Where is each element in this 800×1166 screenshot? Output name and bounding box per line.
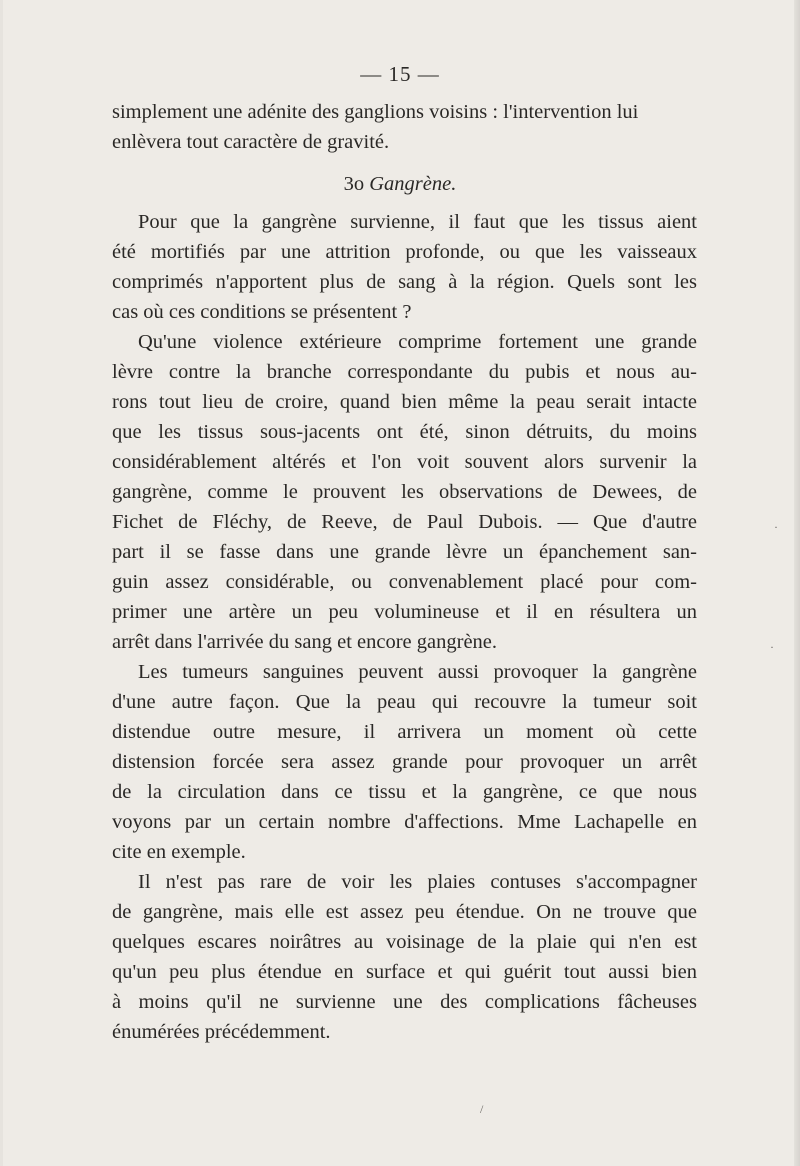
- text-line: part il se fasse dans une grande lèvre un épanchement san-: [112, 541, 697, 563]
- text-line: considérablement altérés et l'on voit souvent alors survenir la: [112, 451, 697, 473]
- text-line: de gangrène, mais elle est assez peu étendue. On ne trouve que: [112, 901, 697, 923]
- ink-speck: /: [480, 1102, 484, 1116]
- text-line: que les tissus sous-jacents ont été, sinon détruits, du moins: [112, 421, 697, 443]
- text-line: cas où ces conditions se présentent ?: [112, 301, 412, 323]
- text-line: qu'un peu plus étendue en surface et qui guérit tout aussi bien: [112, 961, 697, 983]
- text-line: cite en exemple.: [112, 841, 246, 863]
- text-line: été mortifiés par une attrition profonde, ou que les vaisseaux: [112, 241, 697, 263]
- text-line: comprimés n'apportent plus de sang à la région. Quels sont les: [112, 271, 697, 293]
- text-line: rons tout lieu de croire, quand bien même la peau serait intacte: [112, 391, 697, 413]
- text-line: simplement une adénite des ganglions voisins : l'intervention lui: [112, 101, 639, 123]
- text-line: Pour que la gangrène survienne, il faut que les tissus aient: [138, 211, 697, 233]
- text-line: quelques escares noirâtres au voisinage de la plaie qui n'en est: [112, 931, 697, 953]
- section-number: 3o: [343, 173, 365, 195]
- text-line: énumérées précédemment.: [112, 1021, 331, 1043]
- text-line: gangrène, comme le prouvent les observations de Dewees, de: [112, 481, 697, 503]
- margin-speck: ·: [770, 640, 774, 654]
- text-line: de la circulation dans ce tissu et la gangrène, ce que nous: [112, 781, 697, 803]
- section-title: Gangrène.: [369, 173, 457, 195]
- text-line: à moins qu'il ne survienne une des complications fâcheuses: [112, 991, 697, 1013]
- page-number: — 15 —: [360, 62, 440, 86]
- text-line: arrêt dans l'arrivée du sang et encore gangrène.: [112, 631, 498, 653]
- text-line: primer une artère un peu volumineuse et il en résultera un: [112, 601, 697, 623]
- text-line: voyons par un certain nombre d'affections. Mme Lachapelle en: [112, 811, 697, 833]
- text-line: d'une autre façon. Que la peau qui recouvre la tumeur soit: [112, 691, 697, 713]
- text-line: distendue outre mesure, il arrivera un moment où cette: [112, 721, 697, 743]
- text-line: guin assez considérable, ou convenablement placé pour com-: [112, 571, 697, 593]
- text-line: Il n'est pas rare de voir les plaies contuses s'accompagner: [138, 871, 697, 893]
- text-line: lèvre contre la branche correspondante du pubis et nous au-: [112, 361, 697, 383]
- text-line: distension forcée sera assez grande pour provoquer un arrêt: [112, 751, 697, 773]
- text-line: Qu'une violence extérieure comprime fortement une grande: [138, 331, 697, 353]
- text-line: enlèvera tout caractère de gravité.: [112, 131, 390, 153]
- margin-speck: ·: [774, 520, 778, 534]
- section-heading: [0, 169, 800, 199]
- text-line: Fichet de Fléchy, de Reeve, de Paul Dubois. — Que d'autre: [112, 511, 697, 533]
- text-line: Les tumeurs sanguines peuvent aussi provoquer la gangrène: [138, 661, 697, 683]
